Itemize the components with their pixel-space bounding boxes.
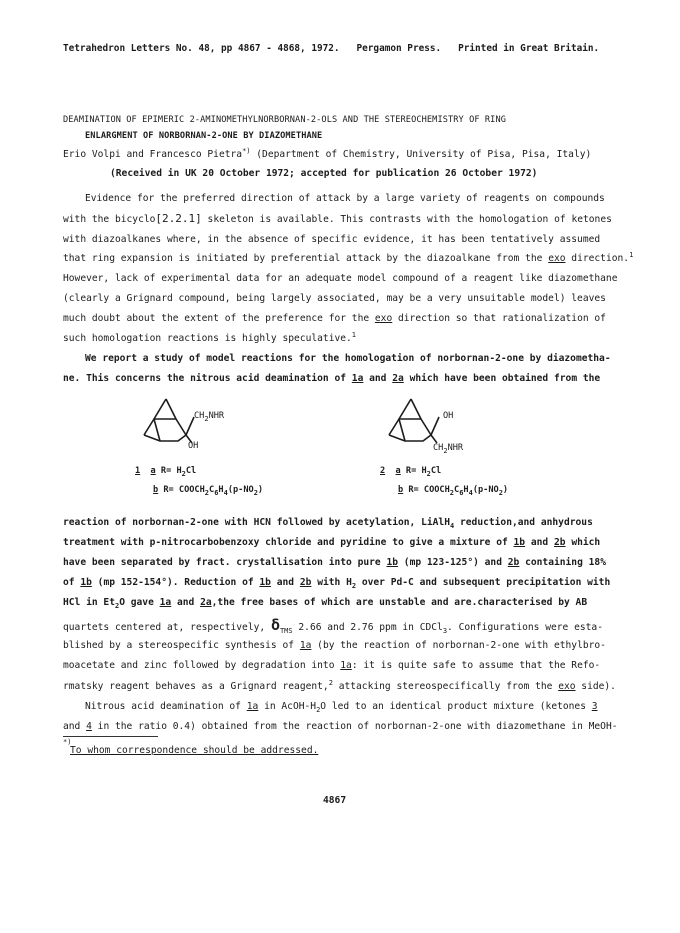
subscript: 2 bbox=[449, 489, 454, 497]
compound-number: 1 bbox=[135, 466, 141, 476]
p3-line-5 bbox=[63, 597, 587, 609]
text-run: H bbox=[463, 485, 469, 495]
text-run: (p-NO bbox=[472, 485, 499, 495]
text-run: direction. bbox=[565, 253, 630, 264]
text-run: (mp 152-154°). Reduction of bbox=[91, 577, 260, 588]
compound-ref: 2b bbox=[553, 537, 566, 548]
subscript: 2 bbox=[253, 489, 258, 497]
p1-line-1: Evidence for the preferred direction of attack by a large variety of reagents on compounds bbox=[85, 193, 605, 204]
text-run: ne. This concerns the nitrous acid deamination of bbox=[63, 373, 352, 384]
text-run: of bbox=[63, 577, 81, 588]
text-run: R= COOCH bbox=[163, 485, 205, 495]
footnote-mark: *) bbox=[63, 738, 72, 746]
compound-variant: a bbox=[395, 466, 401, 476]
compound-ref: 1a bbox=[159, 597, 172, 608]
compound-ref: 1a bbox=[299, 640, 312, 651]
compound-variant: b bbox=[398, 485, 404, 495]
text-run: NHR bbox=[208, 411, 225, 421]
compound-2-substituent-top: OH bbox=[443, 411, 454, 421]
text-run: such homologation reactions is highly speculative. bbox=[63, 333, 352, 344]
p3-line-6 bbox=[63, 616, 603, 635]
text-run: O gave bbox=[119, 597, 160, 608]
text-run: O led to an identical product mixture (ketones bbox=[320, 701, 592, 712]
subscript: 2 bbox=[204, 489, 209, 497]
text-run: with H bbox=[311, 577, 352, 588]
text-run: NHR bbox=[447, 443, 464, 453]
article-title-line-2: ENLARGMENT OF NORBORNAN-2-ONE BY DIAZOMETHANE bbox=[85, 131, 323, 141]
compound-1-b-line bbox=[153, 485, 263, 495]
subscript: 2 bbox=[114, 602, 120, 610]
reference-mark: 2 bbox=[328, 679, 333, 687]
text-run: reaction of norbornan-2-one with HCN followed by acetylation, LiAlH bbox=[63, 517, 450, 528]
received-line: (Received in UK 20 October 1972; accepted for publication 26 October 1972) bbox=[110, 168, 538, 179]
compound-2-substituent-bottom bbox=[433, 443, 463, 453]
text-run: CH bbox=[194, 411, 205, 421]
subscript: 6 bbox=[214, 489, 219, 497]
p3-line-3 bbox=[63, 557, 606, 569]
compound-variant: a bbox=[150, 466, 156, 476]
text-run: skeleton is available. This contrasts with the homologation of ketones bbox=[201, 214, 612, 225]
text-run: and bbox=[171, 597, 201, 608]
text-run: 2.66 and 2.76 ppm in CDCl bbox=[292, 622, 443, 633]
p4-line-1 bbox=[85, 701, 598, 713]
text-run: (mp 123-125°) and bbox=[398, 557, 508, 568]
text-run: Nitrous acid deamination of bbox=[85, 701, 247, 712]
p3-line-2 bbox=[63, 537, 600, 549]
text-run: direction so that rationalization of bbox=[392, 313, 606, 324]
text-run: . Configurations were esta- bbox=[447, 622, 603, 633]
article-title-line-1: DEAMINATION OF EPIMERIC 2-AMINOMETHYLNORBORNAN-2-OLS AND THE STEREOCHEMISTRY OF RING bbox=[63, 115, 507, 125]
p3-line-4 bbox=[63, 577, 610, 589]
author-footnote-mark: *) bbox=[242, 147, 251, 155]
journal-header: Tetrahedron Letters No. 48, pp 4867 - 4868, 1972. Pergamon Press. Printed in Great Britain. bbox=[63, 43, 600, 54]
compound-ref: 4 bbox=[86, 721, 92, 732]
bicyclo-bracket: [2.2.1] bbox=[155, 212, 202, 225]
text-run: reduction,and anhydrous bbox=[454, 517, 593, 528]
subscript: 4 bbox=[450, 522, 455, 530]
compound-ref: 1b bbox=[259, 577, 271, 588]
delta-symbol: δ bbox=[270, 616, 280, 634]
compound-ref: 1a bbox=[351, 373, 364, 384]
text-run: C bbox=[209, 485, 215, 495]
p3-line-7 bbox=[63, 640, 606, 652]
compound-2-structure bbox=[385, 395, 455, 447]
text-run: moacetate and zinc followed by degradation into bbox=[63, 660, 341, 671]
text-run: ) bbox=[257, 485, 264, 495]
p1-line-6: (clearly a Grignard compound, being largely associated, may be a very unsuitable model) leaves bbox=[63, 293, 606, 304]
text-run: CH bbox=[433, 443, 444, 453]
text-run: and bbox=[270, 577, 300, 588]
text-run: containing 18% bbox=[519, 557, 606, 568]
compound-ref: 1b bbox=[513, 537, 526, 548]
text-run: C bbox=[454, 485, 460, 495]
text-run: R= COOCH bbox=[408, 485, 450, 495]
p3-line-9 bbox=[63, 681, 616, 693]
authors-affiliation: (Department of Chemistry, University of Pisa, Pisa, Italy) bbox=[250, 149, 592, 160]
text-run: side). bbox=[575, 681, 616, 692]
text-run: and bbox=[525, 537, 554, 548]
reference-mark: 1 bbox=[629, 251, 634, 259]
subscript: TMS bbox=[279, 627, 293, 635]
subscript: 6 bbox=[459, 489, 464, 497]
compound-ref: 2a bbox=[392, 373, 404, 384]
text-run: which bbox=[565, 537, 601, 548]
compound-ref: 2a bbox=[200, 597, 212, 608]
compound-1-structure bbox=[140, 395, 210, 447]
compound-ref: 1b bbox=[80, 577, 92, 588]
subscript: 2 bbox=[204, 415, 209, 423]
compound-ref: 1a bbox=[340, 660, 352, 671]
norbornane-drawing-2 bbox=[385, 395, 455, 447]
p1-line-2 bbox=[63, 213, 612, 226]
compound-1-substituent-bottom: OH bbox=[188, 441, 199, 451]
p3-line-8 bbox=[63, 660, 600, 672]
text-run: Cl bbox=[430, 466, 442, 476]
footnote-text bbox=[70, 745, 318, 757]
compound-variant: b bbox=[153, 485, 159, 495]
authors-line bbox=[63, 149, 591, 161]
text-run: blished by a stereospecific synthesis of bbox=[63, 640, 300, 651]
text-run: quartets centered at, respectively, bbox=[63, 622, 271, 633]
exo-term: exo bbox=[374, 313, 393, 324]
compound-ref: 3 bbox=[591, 701, 598, 712]
text-run: and bbox=[363, 373, 393, 384]
page-number: 4867 bbox=[323, 795, 347, 806]
text-run: H bbox=[218, 485, 224, 495]
footnote-rule bbox=[63, 736, 158, 737]
subscript: 4 bbox=[468, 489, 473, 497]
text-run: treatment with p-nitrocarbobenzoxy chloride and pyridine to give a mixture of bbox=[63, 537, 514, 548]
compound-ref: 1b bbox=[386, 557, 399, 568]
subscript: 2 bbox=[498, 489, 503, 497]
p1-line-8 bbox=[63, 333, 356, 345]
text-run: (by the reaction of norbornan-2-one with ethylbro- bbox=[311, 640, 606, 651]
text-run: To whom correspondence should be addressed. bbox=[70, 745, 319, 756]
text-run: with the bicyclo bbox=[63, 214, 156, 225]
compound-1-substituent-top bbox=[194, 411, 224, 421]
subscript: 2 bbox=[443, 447, 448, 455]
text-run: in AcOH-H bbox=[258, 701, 317, 712]
text-run: that ring expansion is initiated by preferential attack by the diazoalkane from the bbox=[63, 253, 549, 264]
text-run: : it is quite safe to assume that the Refo- bbox=[351, 660, 601, 671]
p2-line-1: We report a study of model reactions for the homologation of norbornan-2-one by diazometha- bbox=[85, 353, 611, 364]
p4-line-2 bbox=[63, 721, 618, 733]
subscript: 4 bbox=[223, 489, 228, 497]
text-run: R= H bbox=[160, 466, 182, 476]
text-run: ,the free bases of which are unstable and are.characterised by AB bbox=[211, 597, 588, 608]
text-run: attacking stereospecifically from the bbox=[332, 681, 559, 692]
p3-line-1 bbox=[63, 517, 593, 529]
text-run: over Pd-C and subsequent precipitation with bbox=[356, 577, 611, 588]
authors-names: Erio Volpi and Francesco Pietra bbox=[63, 149, 243, 160]
p1-line-5: However, lack of experimental data for an adequate model compound of a reagent like diazomethane bbox=[63, 273, 618, 284]
text-run: in the ratio 0.4) obtained from the reaction of norbornan-2-one with diazomethane in MeOH- bbox=[91, 721, 618, 732]
text-run: R= H bbox=[405, 466, 427, 476]
compound-ref: 1a bbox=[246, 701, 259, 712]
text-run: (p-NO bbox=[227, 485, 254, 495]
exo-term: exo bbox=[548, 253, 566, 264]
text-run: which have been obtained from the bbox=[403, 373, 601, 384]
compound-2-b-line bbox=[398, 485, 508, 495]
p2-line-2 bbox=[63, 373, 600, 385]
subscript: 2 bbox=[181, 470, 186, 478]
text-run: ) bbox=[502, 485, 509, 495]
p1-line-3: with diazoalkanes where, in the absence of specific evidence, it has been tentatively assumed bbox=[63, 234, 601, 245]
subscript: 2 bbox=[351, 582, 357, 590]
compound-1-a-line bbox=[135, 466, 196, 476]
text-run: rmatsky reagent behaves as a Grignard reagent, bbox=[63, 681, 329, 692]
text-run: Cl bbox=[185, 466, 197, 476]
p1-line-7 bbox=[63, 313, 606, 325]
text-run: have been separated by fract. crystallisation into pure bbox=[63, 557, 387, 568]
norbornane-drawing-1 bbox=[140, 395, 210, 447]
text-run: much doubt about the extent of the preference for the bbox=[63, 313, 375, 324]
text-run: and bbox=[63, 721, 87, 732]
subscript: 2 bbox=[426, 470, 431, 478]
compound-ref: 2b bbox=[507, 557, 520, 568]
p1-line-4 bbox=[63, 253, 633, 265]
exo-term: exo bbox=[558, 681, 576, 692]
compound-2-a-line bbox=[380, 466, 441, 476]
subscript: 2 bbox=[316, 706, 321, 714]
reference-mark: 1 bbox=[351, 331, 357, 339]
subscript: 3 bbox=[442, 627, 448, 635]
compound-ref: 2b bbox=[299, 577, 312, 588]
text-run: HCl in Et bbox=[63, 597, 115, 608]
compound-number: 2 bbox=[380, 466, 386, 476]
